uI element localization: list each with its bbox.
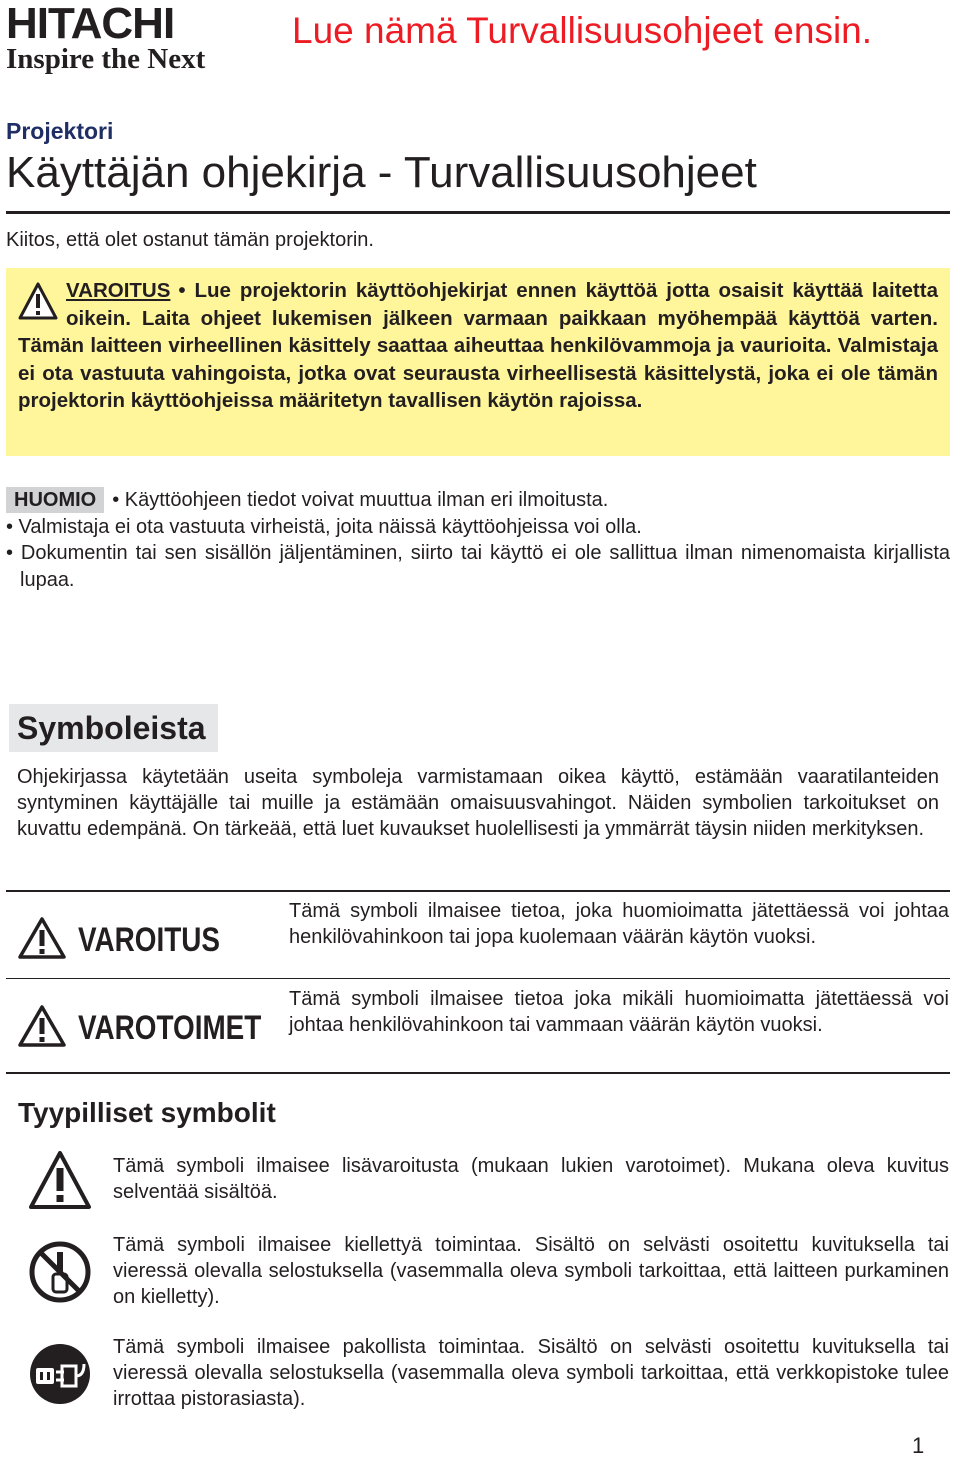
- unplug-icon: [28, 1342, 92, 1411]
- warning-label: VAROITUS: [66, 279, 171, 302]
- section-heading: Symboleista: [9, 704, 218, 752]
- warning-text-block: [18, 277, 938, 415]
- symbol-description: Tämä symboli ilmaisee tietoa joka mikäli huomioimatta jätettäessä voi johtaa henkilövahinkoon tai vammaan väärän käytön vuoksi.: [289, 988, 949, 1036]
- symbol-row-label: [18, 916, 251, 965]
- symbols-intro: Ohjekirjassa käytetään useita symboleja varmistamaan oikea käyttö, estämään vaaratilanteiden syntyminen käyttäjälle tai muille ja estämään omaisuusvahingot. Näiden symbolien tarkoitukset on kuvattu edempänä. On tärkeää, että luet kuvaukset huolellisesti ja ymmärrät täysin niiden merkityksen.: [17, 766, 939, 840]
- caution-triangle-icon: [28, 1150, 92, 1215]
- warning-triangle-icon: [18, 1004, 66, 1053]
- notice-item: • Käyttöohjeen tiedot voivat muuttua ilman eri ilmoitusta.: [112, 489, 609, 511]
- warning-box: [6, 268, 950, 456]
- notice-section: [6, 487, 950, 593]
- page-title: Käyttäjän ohjekirja - Turvallisuusohjeet: [6, 148, 757, 197]
- logo-brand: HITACHI: [6, 0, 175, 48]
- logo-tagline: Inspire the Next: [6, 43, 206, 75]
- no-disassembly-icon: [28, 1240, 92, 1309]
- thanks-text: Kiitos, että olet ostanut tämän projektorin.: [6, 229, 374, 251]
- symbol-description: Tämä symboli ilmaisee tietoa, joka huomioimatta jätettäessä voi johtaa henkilövahinkoon tai jopa kuolemaan väärän käytön vuoksi.: [289, 900, 949, 948]
- notice-line-1: [6, 487, 950, 514]
- symbol-description: Tämä symboli ilmaisee pakollista toimintaa. Sisältö on selvästi osoitettu kuvituksella tai vieressä olevalla selostuksella (vasemmalla oleva symboli tarkoittaa, että verkkopistoke tulee irrottaa pistorasiasta).: [113, 1336, 949, 1410]
- title-divider: [6, 211, 950, 214]
- hitachi-logo: [6, 0, 261, 75]
- header-title: Lue nämä Turvallisuusohjeet ensin.: [292, 10, 873, 51]
- symbol-row-label: [18, 1004, 302, 1053]
- notice-item: • Dokumentin tai sen sisällön jäljentäminen, siirto tai käyttö ei ole sallittua ilman nimenomaista kirjallista lupaa.: [6, 542, 950, 591]
- table-divider: [6, 978, 950, 979]
- symbol-description: Tämä symboli ilmaisee lisävaroitusta (mukaan lukien varotoimet). Mukana oleva kuvitus selventää sisältöä.: [113, 1155, 949, 1203]
- notice-badge: HUOMIO: [6, 487, 104, 513]
- section-heading: Tyypilliset symbolit: [18, 1097, 276, 1128]
- list-item: [18, 1334, 950, 1414]
- warning-triangle-icon: [18, 916, 66, 965]
- symbol-label: VAROTOIMET: [78, 1009, 262, 1047]
- symbol-description: Tämä symboli ilmaisee kiellettyä toimintaa. Sisältö on selvästi osoitettu kuvituksella tai vieressä olevalla selostuksella (vasemmalla oleva symboli tarkoittaa, että laitteen purkaminen on kielletty).: [113, 1234, 949, 1308]
- symbols-table: [6, 890, 950, 1074]
- page-number: 1: [912, 1433, 925, 1458]
- warning-body: • Lue projektorin käyttöohjekirjat ennen käyttöä jotta osaisit käyttää laitetta oikein. Laita ohjeet lukemisen jälkeen varmaan paikkaan myöhempää käyttöä varten. Tämän laitteen virheellinen käsittely saattaa aiheuttaa henkilövammoja ja vaurioita. Valmistaja ei ota vastuuta vahingoista, jotka ovat seurausta virheellisestä käsittelystä, joka ei ole tämän projektorin käyttöohjeissa määritetyn tavallisen käytön rajoissa.: [18, 279, 938, 412]
- warning-triangle-icon: [18, 281, 60, 325]
- notice-item: • Valmistaja ei ota vastuuta virheistä, joita näissä käyttöohjeissa voi olla.: [6, 515, 642, 538]
- document-subtitle: Projektori: [6, 118, 114, 144]
- symbol-label: VAROITUS: [78, 921, 220, 959]
- list-item: [18, 1150, 950, 1220]
- list-item: [18, 1232, 950, 1312]
